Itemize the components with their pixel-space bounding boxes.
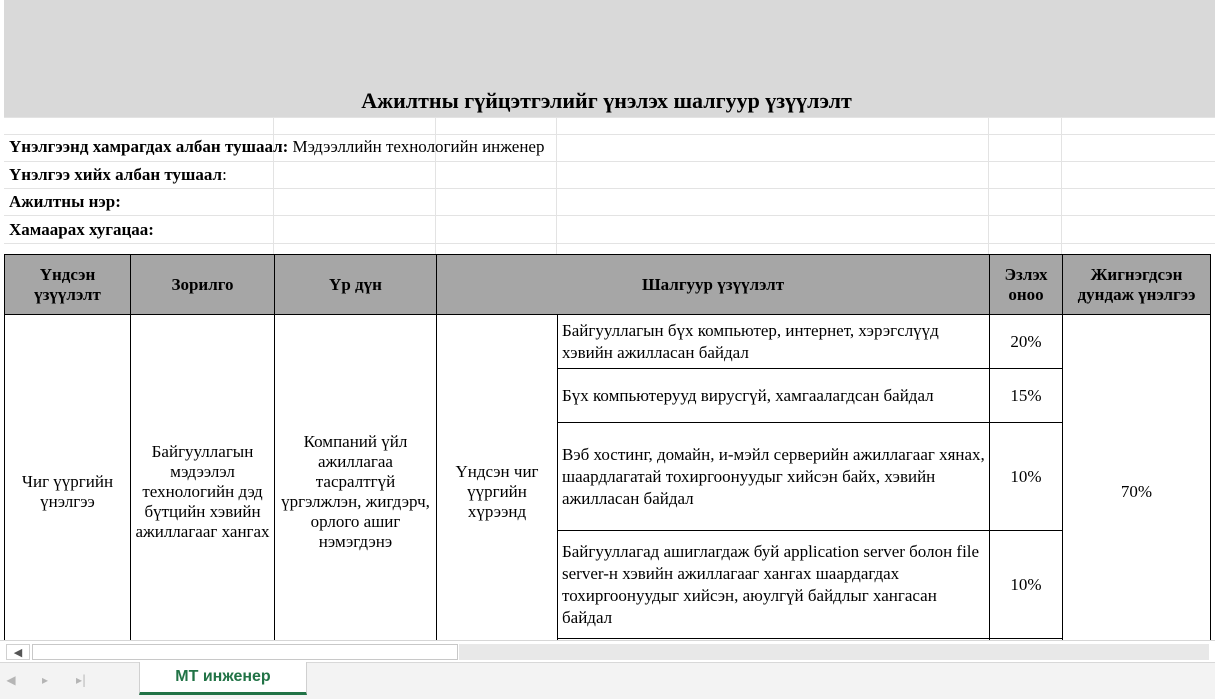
period-label: Хамаарах хугацаа: [9,220,154,239]
sheet-tab-bar [0,662,1215,699]
header-result[interactable]: Үр дүн [275,255,437,315]
scroll-left-icon[interactable]: ◀ [6,644,30,660]
horizontal-scrollbar[interactable] [0,640,1215,662]
header-row [5,255,1211,315]
gridline [1061,117,1062,254]
table-row [5,315,1211,369]
header-score[interactable]: Эзлэх оноо [990,255,1063,315]
scrollbar-track[interactable] [459,644,1209,660]
criteria-table [4,254,1211,669]
gridline [988,117,989,254]
header-goal[interactable]: Зорилго [131,255,275,315]
score-cell[interactable]: 15% [990,369,1063,423]
gridline [4,215,1215,216]
assessor-position-row[interactable] [9,161,227,189]
sheet-tab-mt-engineer[interactable]: МТ инженер [139,662,307,695]
assessor-position-label: Үнэлгээ хийх албан тушаал [9,165,223,184]
assessed-position-row[interactable] [9,133,544,161]
gridline [4,243,1215,244]
employee-name-label: Ажилтны нэр: [9,192,121,211]
goal-cell[interactable]: Байгууллагын мэдээлэл технологийн дэд бүтцийн хэвийн ажиллагааг хангах [131,315,275,669]
first-sheet-icon[interactable]: ◀ [6,673,16,687]
score-cell[interactable]: 20% [990,315,1063,369]
weighted-average-cell[interactable]: 70% [1063,315,1211,669]
assessed-position-label: Үнэлгээнд хамрагдах албан тушаал: [9,137,289,156]
gridline [4,117,1215,118]
category-cell[interactable]: Үндсэн чиг үүргийн хүрээнд [437,315,558,669]
prev-sheet-icon[interactable]: ▸ [41,673,49,687]
sheet-title[interactable]: Ажилтны гүйцэтгэлийг үнэлэх шалгуур үзүүлэлт [361,88,852,113]
header-criteria[interactable]: Шалгуур үзүүлэлт [437,255,990,315]
criteria-cell[interactable]: Байгууллагын бүх компьютер, интернет, хэрэгслүүд хэвийн ажилласан байдал [558,315,990,369]
result-cell[interactable]: Компаний үйл ажиллагаа тасралтгүй үргэлжлэн, жигдэрч, орлого ашиг нэмэгдэнэ [275,315,437,669]
criteria-cell[interactable]: Байгууллагад ашиглагдаж буй application server болон file server-н хэвийн ажиллагааг хангах шаардагдах тохиргоонуудыг хийсэн, аюулгүй байдлыг хангасан байдал [558,531,990,639]
score-cell[interactable]: 10% [990,423,1063,531]
criteria-cell[interactable]: Бүх компьютерууд вирусгүй, хамгаалагдсан байдал [558,369,990,423]
scrollbar-thumb[interactable] [32,644,458,660]
employee-name-row[interactable] [9,188,121,216]
indicator-cell[interactable]: Чиг үүргийн үнэлгээ [5,315,131,669]
assessor-position-colon: : [222,165,227,184]
criteria-cell[interactable]: Вэб хостинг, домайн, и-мэйл серверийн ажиллагааг хянах, шаардлагатай тохиргоонуудыг хийсэн байх, хэвийн ажилласан байдал [558,423,990,531]
assessed-position-value: Мэдээллийн технологийн инженер [292,137,545,156]
header-weighted-average[interactable]: Жигнэгдсэн дундаж үнэлгээ [1063,255,1211,315]
score-cell[interactable]: 10% [990,531,1063,639]
gridline [556,117,557,254]
period-row[interactable] [9,216,154,244]
last-sheet-icon[interactable]: ▸| [75,673,87,687]
header-indicator[interactable]: Үндсэн үзүүлэлт [5,255,131,315]
